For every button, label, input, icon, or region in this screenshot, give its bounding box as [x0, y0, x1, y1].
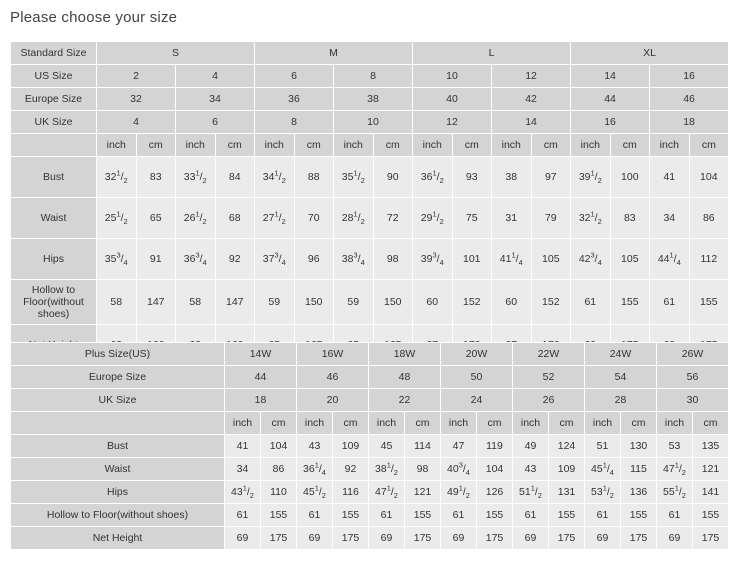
plus-size-value: 14W: [225, 343, 297, 366]
unit-header: cm: [477, 412, 513, 435]
size-value: 42: [492, 88, 571, 111]
size-value: 12: [413, 111, 492, 134]
unit-header: cm: [621, 412, 657, 435]
unit-header: cm: [333, 412, 369, 435]
row-label: Waist: [11, 458, 225, 481]
measure-value: 105: [531, 239, 571, 280]
measure-value: 53: [657, 435, 693, 458]
table-row: [11, 527, 729, 550]
unit-header: cm: [689, 134, 729, 157]
table-row: [11, 111, 729, 134]
page-title: Please choose your size: [10, 9, 178, 26]
measure-value: 69: [585, 527, 621, 550]
size-group-m: M: [255, 42, 413, 65]
measure-value: 104: [689, 157, 729, 198]
measure-value: 61: [225, 504, 261, 527]
measure-value: 61: [571, 280, 611, 325]
measure-value: 175: [621, 527, 657, 550]
measure-value: 68: [215, 198, 255, 239]
plus-size-value: 16W: [297, 343, 369, 366]
measure-value: 59: [334, 280, 374, 325]
measure-value: $25^1/_2$: [97, 198, 137, 239]
table-row: [11, 504, 729, 527]
table-row: [11, 435, 729, 458]
table-row: [11, 481, 729, 504]
size-value: 46: [297, 366, 369, 389]
size-value: 20: [297, 389, 369, 412]
measure-value: 155: [405, 504, 441, 527]
measure-value: 65: [136, 198, 176, 239]
size-value: 22: [369, 389, 441, 412]
row-label-plus-size: Plus Size(US): [11, 343, 225, 366]
measure-value: 152: [452, 280, 492, 325]
row-label: Bust: [11, 435, 225, 458]
size-value: 8: [255, 111, 334, 134]
measure-value: 47: [441, 435, 477, 458]
unit-header: cm: [405, 412, 441, 435]
measure-value: 130: [621, 435, 657, 458]
measure-value: 155: [693, 504, 729, 527]
size-value: 36: [255, 88, 334, 111]
table-row: [11, 42, 729, 65]
measure-value: $34^1/_2$: [255, 157, 295, 198]
measure-value: 141: [693, 481, 729, 504]
measure-value: 86: [261, 458, 297, 481]
measure-value: $53^1/_2$: [585, 481, 621, 504]
measure-value: 60: [413, 280, 453, 325]
measure-value: 61: [585, 504, 621, 527]
measure-value: 51: [585, 435, 621, 458]
measure-value: 98: [405, 458, 441, 481]
measure-value: 135: [693, 435, 729, 458]
measure-value: 61: [297, 504, 333, 527]
measure-value: 175: [261, 527, 297, 550]
measure-value: 34: [650, 198, 690, 239]
measure-value: 155: [689, 280, 729, 325]
unit-header: inch: [441, 412, 477, 435]
measure-value: $38^1/_2$: [369, 458, 405, 481]
measure-value: $39^1/_2$: [571, 157, 611, 198]
measure-value: $33^1/_2$: [176, 157, 216, 198]
measure-value: 136: [621, 481, 657, 504]
row-label-empty: [11, 134, 97, 157]
measure-value: 92: [215, 239, 255, 280]
table-row: [11, 343, 729, 366]
measure-value: $36^1/_2$: [413, 157, 453, 198]
measure-value: 70: [294, 198, 334, 239]
measure-value: 69: [369, 527, 405, 550]
size-group-s: S: [97, 42, 255, 65]
row-label: Bust: [11, 157, 97, 198]
measure-value: 105: [610, 239, 650, 280]
measure-value: 114: [405, 435, 441, 458]
measure-value: 90: [373, 157, 413, 198]
measure-value: 131: [549, 481, 585, 504]
measure-value: $47^1/_2$: [369, 481, 405, 504]
measure-value: 79: [531, 198, 571, 239]
size-value: 44: [225, 366, 297, 389]
measure-value: $42^3/_4$: [571, 239, 611, 280]
measure-value: 84: [215, 157, 255, 198]
size-value: 30: [657, 389, 729, 412]
size-value: 28: [585, 389, 657, 412]
measure-value: 155: [261, 504, 297, 527]
measure-value: 175: [549, 527, 585, 550]
plus-size-value: 24W: [585, 343, 657, 366]
table-row: [11, 458, 729, 481]
size-value: 6: [255, 65, 334, 88]
measure-value: 121: [693, 458, 729, 481]
table-row: [11, 65, 729, 88]
measure-value: $49^1/_2$: [441, 481, 477, 504]
unit-header: inch: [571, 134, 611, 157]
size-value: 32: [97, 88, 176, 111]
measure-value: $40^3/_4$: [441, 458, 477, 481]
measure-value: 61: [369, 504, 405, 527]
unit-header: cm: [693, 412, 729, 435]
unit-header: cm: [373, 134, 413, 157]
size-value: 14: [492, 111, 571, 134]
measure-value: 43: [297, 435, 333, 458]
size-value: 16: [571, 111, 650, 134]
standard-size-body: [11, 42, 729, 366]
table-row: [11, 280, 729, 325]
measure-value: 155: [333, 504, 369, 527]
measure-value: $32^1/_2$: [97, 157, 137, 198]
measure-value: $55^1/_2$: [657, 481, 693, 504]
measure-value: 61: [513, 504, 549, 527]
size-value: 16: [650, 65, 729, 88]
row-label-empty: [11, 412, 225, 435]
measure-value: 175: [477, 527, 513, 550]
unit-header: cm: [610, 134, 650, 157]
measure-value: 31: [492, 198, 532, 239]
plus-size-table: [10, 342, 729, 550]
size-value: 10: [413, 65, 492, 88]
plus-size-value: 22W: [513, 343, 585, 366]
measure-value: $38^3/_4$: [334, 239, 374, 280]
size-value: 18: [225, 389, 297, 412]
unit-header: inch: [255, 134, 295, 157]
measure-value: 61: [441, 504, 477, 527]
size-value: 56: [657, 366, 729, 389]
measure-value: 100: [610, 157, 650, 198]
measure-value: 91: [136, 239, 176, 280]
unit-header: inch: [492, 134, 532, 157]
row-label: Hollow to Floor(without shoes): [11, 280, 97, 325]
measure-value: 72: [373, 198, 413, 239]
unit-header: inch: [334, 134, 374, 157]
size-value: 6: [176, 111, 255, 134]
size-value: 34: [176, 88, 255, 111]
measure-value: $36^3/_4$: [176, 239, 216, 280]
measure-value: 98: [373, 239, 413, 280]
measure-value: $35^1/_2$: [334, 157, 374, 198]
unit-header: inch: [97, 134, 137, 157]
table-row: [11, 412, 729, 435]
measure-value: 175: [405, 527, 441, 550]
measure-value: 110: [261, 481, 297, 504]
unit-header: cm: [549, 412, 585, 435]
measure-value: 104: [477, 458, 513, 481]
measure-value: 175: [333, 527, 369, 550]
measure-value: 112: [689, 239, 729, 280]
measure-value: 59: [255, 280, 295, 325]
plus-size-body: [11, 343, 729, 550]
measure-value: 150: [373, 280, 413, 325]
unit-header: inch: [650, 134, 690, 157]
measure-value: 60: [492, 280, 532, 325]
measure-value: 116: [333, 481, 369, 504]
measure-value: 150: [294, 280, 334, 325]
unit-header: inch: [585, 412, 621, 435]
row-label: Waist: [11, 198, 97, 239]
measure-value: 75: [452, 198, 492, 239]
size-value: 24: [441, 389, 513, 412]
size-value: 12: [492, 65, 571, 88]
unit-header: inch: [369, 412, 405, 435]
measure-value: 147: [215, 280, 255, 325]
size-value: 40: [413, 88, 492, 111]
table-row: [11, 88, 729, 111]
unit-header: inch: [413, 134, 453, 157]
measure-value: 121: [405, 481, 441, 504]
row-label: Hips: [11, 481, 225, 504]
measure-value: 34: [225, 458, 261, 481]
measure-value: $45^1/_2$: [297, 481, 333, 504]
size-value: 48: [369, 366, 441, 389]
measure-value: $47^1/_2$: [657, 458, 693, 481]
measure-value: 49: [513, 435, 549, 458]
table-row: [11, 157, 729, 198]
measure-value: $28^1/_2$: [334, 198, 374, 239]
size-value: 14: [571, 65, 650, 88]
unit-header: cm: [452, 134, 492, 157]
row-label: Europe Size: [11, 366, 225, 389]
measure-value: 86: [689, 198, 729, 239]
measure-value: 155: [549, 504, 585, 527]
table-row: [11, 366, 729, 389]
unit-header: inch: [225, 412, 261, 435]
plus-size-value: 18W: [369, 343, 441, 366]
measure-value: 69: [297, 527, 333, 550]
size-value: 46: [650, 88, 729, 111]
plus-size-value: 26W: [657, 343, 729, 366]
row-label: US Size: [11, 65, 97, 88]
measure-value: 109: [333, 435, 369, 458]
size-value: 18: [650, 111, 729, 134]
measure-value: $45^1/_4$: [585, 458, 621, 481]
size-value: 4: [97, 111, 176, 134]
measure-value: 175: [693, 527, 729, 550]
measure-value: 155: [610, 280, 650, 325]
unit-header: cm: [215, 134, 255, 157]
measure-value: 41: [225, 435, 261, 458]
measure-value: 88: [294, 157, 334, 198]
measure-value: $32^1/_2$: [571, 198, 611, 239]
row-label: UK Size: [11, 389, 225, 412]
unit-header: cm: [294, 134, 334, 157]
measure-value: 97: [531, 157, 571, 198]
measure-value: $51^1/_2$: [513, 481, 549, 504]
row-label-standard-size: Standard Size: [11, 42, 97, 65]
unit-header: cm: [531, 134, 571, 157]
row-label: UK Size: [11, 111, 97, 134]
size-value: 4: [176, 65, 255, 88]
standard-size-table: [10, 41, 729, 366]
table-row: [11, 239, 729, 280]
measure-value: 104: [261, 435, 297, 458]
measure-value: 58: [97, 280, 137, 325]
row-label: Net Height: [11, 527, 225, 550]
unit-header: inch: [513, 412, 549, 435]
measure-value: $39^3/_4$: [413, 239, 453, 280]
size-value: 26: [513, 389, 585, 412]
measure-value: $36^1/_4$: [297, 458, 333, 481]
measure-value: 119: [477, 435, 513, 458]
size-value: 54: [585, 366, 657, 389]
measure-value: 83: [136, 157, 176, 198]
measure-value: 93: [452, 157, 492, 198]
row-label: Hollow to Floor(without shoes): [11, 504, 225, 527]
measure-value: 92: [333, 458, 369, 481]
measure-value: 38: [492, 157, 532, 198]
measure-value: 83: [610, 198, 650, 239]
measure-value: $35^3/_4$: [97, 239, 137, 280]
measure-value: 152: [531, 280, 571, 325]
measure-value: 124: [549, 435, 585, 458]
measure-value: 43: [513, 458, 549, 481]
measure-value: $41^1/_4$: [492, 239, 532, 280]
size-group-l: L: [413, 42, 571, 65]
size-value: 10: [334, 111, 413, 134]
table-row: [11, 198, 729, 239]
size-value: 38: [334, 88, 413, 111]
unit-header: inch: [657, 412, 693, 435]
measure-value: 155: [477, 504, 513, 527]
row-label: Hips: [11, 239, 97, 280]
measure-value: 96: [294, 239, 334, 280]
unit-header: cm: [136, 134, 176, 157]
measure-value: 58: [176, 280, 216, 325]
measure-value: 69: [441, 527, 477, 550]
measure-value: 147: [136, 280, 176, 325]
measure-value: $27^1/_2$: [255, 198, 295, 239]
unit-header: inch: [176, 134, 216, 157]
table-row: [11, 389, 729, 412]
measure-value: 41: [650, 157, 690, 198]
unit-header: cm: [261, 412, 297, 435]
row-label: Europe Size: [11, 88, 97, 111]
measure-value: $26^1/_2$: [176, 198, 216, 239]
measure-value: $37^3/_4$: [255, 239, 295, 280]
table-row: [11, 134, 729, 157]
measure-value: 126: [477, 481, 513, 504]
measure-value: 45: [369, 435, 405, 458]
measure-value: 61: [657, 504, 693, 527]
size-value: 52: [513, 366, 585, 389]
measure-value: 155: [621, 504, 657, 527]
size-value: 44: [571, 88, 650, 111]
measure-value: $44^1/_4$: [650, 239, 690, 280]
size-value: 50: [441, 366, 513, 389]
measure-value: 115: [621, 458, 657, 481]
measure-value: 69: [657, 527, 693, 550]
size-value: 2: [97, 65, 176, 88]
plus-size-value: 20W: [441, 343, 513, 366]
measure-value: 69: [513, 527, 549, 550]
measure-value: 61: [650, 280, 690, 325]
measure-value: 69: [225, 527, 261, 550]
measure-value: $43^1/_2$: [225, 481, 261, 504]
measure-value: $29^1/_2$: [413, 198, 453, 239]
measure-value: 109: [549, 458, 585, 481]
size-value: 8: [334, 65, 413, 88]
size-group-xl: XL: [571, 42, 729, 65]
measure-value: 101: [452, 239, 492, 280]
unit-header: inch: [297, 412, 333, 435]
